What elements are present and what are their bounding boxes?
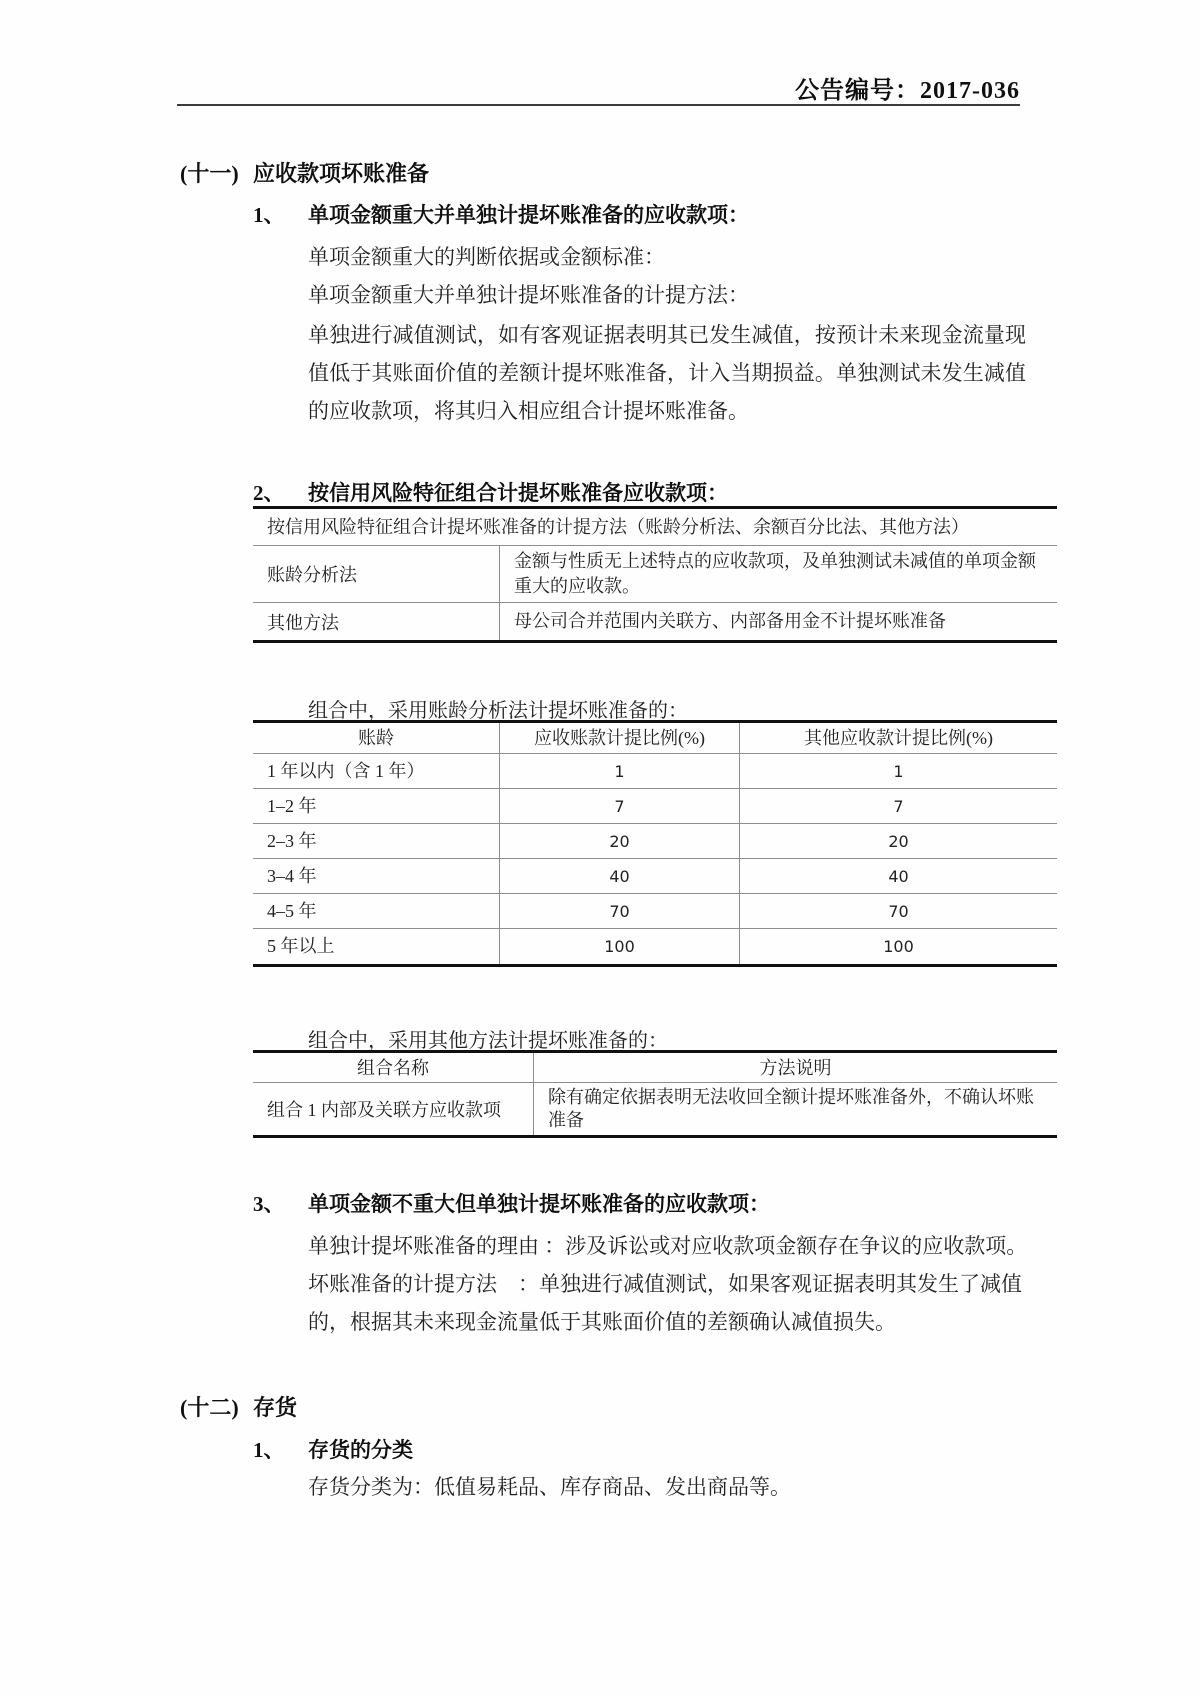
method-desc-cell: 母公司合并范围内关联方、内部备用金不计提坏账准备 — [514, 611, 946, 631]
age-cell: 1–2 年 — [253, 789, 500, 823]
item-1-heading — [253, 199, 749, 229]
aging-row — [253, 929, 1057, 964]
age-cell: 5 年以上 — [253, 929, 500, 964]
section-11-title: 应收款项坏账准备 — [253, 161, 430, 186]
aging-row — [253, 894, 1057, 929]
item-2-number: 2、 — [253, 481, 285, 505]
item-3-heading — [253, 1188, 770, 1218]
item-1-method-line: 单项金额重大并单独计提坏账准备的计提方法： — [308, 283, 749, 307]
other-ratio-cell: 100 — [883, 937, 914, 956]
item-3-reason-line: 单独计提坏账准备的理由 ：涉及诉讼或对应收款项金额存在争议的应收款项。 — [308, 1234, 1028, 1258]
inventory-item-number: 1、 — [253, 1438, 285, 1462]
item-1-number: 1、 — [253, 203, 285, 227]
other-ratio-cell: 1 — [893, 762, 904, 781]
receivable-ratio-cell: 20 — [500, 824, 740, 858]
table-row — [253, 1083, 1057, 1135]
aging-row — [253, 824, 1057, 859]
aging-row — [253, 789, 1057, 824]
item-2-title: 按信用风险特征组合计提坏账准备应收款项： — [308, 481, 728, 505]
receivable-ratio-cell: 1 — [500, 754, 740, 788]
other-ratio-cell: 7 — [893, 797, 904, 816]
section-12-label: (十二) — [180, 1395, 239, 1420]
aging-table-caption: 组合中，采用账龄分析法计提坏账准备的： — [308, 700, 688, 722]
method-name-cell: 其他方法 — [253, 603, 500, 640]
combo-desc-header: 方法说明 — [759, 1058, 832, 1078]
section-11-heading — [180, 157, 429, 188]
item-3-method-line-1: 坏账准备的计提方法 ：单独进行减值测试，如果客观证据表明其发生了减值 — [308, 1272, 1022, 1296]
header-rule — [177, 104, 1020, 106]
age-cell: 4–5 年 — [253, 894, 500, 928]
other-ratio-cell: 70 — [888, 902, 909, 921]
inventory-classification-line: 存货分类为：低值易耗品、库存商品、发出商品等。 — [308, 1475, 791, 1499]
item-1-title: 单项金额重大并单独计提坏账准备的应收款项： — [308, 203, 749, 227]
table-row — [253, 546, 1057, 603]
combo-desc-cell: 除有确定依据表明无法收回全额计提坏账准备外，不确认坏账准备 — [548, 1087, 1034, 1130]
item-3-method-line-2: 的，根据其未来现金流量低于其账面价值的差额确认减值损失。 — [308, 1310, 896, 1334]
method-name-cell: 账龄分析法 — [253, 546, 500, 602]
aging-col-receivable-header: 应收账款计提比例(%) — [500, 723, 740, 753]
combo-name-header: 组合名称 — [253, 1053, 534, 1082]
aging-table — [253, 720, 1057, 967]
item-3-number: 3、 — [253, 1192, 285, 1216]
other-method-table-caption: 组合中，采用其他方法计提坏账准备的： — [308, 1030, 668, 1052]
age-cell: 2–3 年 — [253, 824, 500, 858]
aging-col-other-header: 其他应收款计提比例(%) — [804, 728, 993, 748]
item-3-title: 单项金额不重大但单独计提坏账准备的应收款项： — [308, 1192, 770, 1216]
section-11-label: (十一) — [180, 161, 239, 186]
receivable-ratio-cell: 70 — [500, 894, 740, 928]
table-row — [253, 603, 1057, 640]
section-12-heading — [180, 1391, 297, 1422]
method-table — [253, 506, 1057, 643]
other-ratio-cell: 20 — [888, 832, 909, 851]
receivable-ratio-cell: 40 — [500, 859, 740, 893]
method-table-header-row: 按信用风险特征组合计提坏账准备的计提方法（账龄分析法、余额百分比法、其他方法） — [253, 509, 1057, 546]
inventory-item-title: 存货的分类 — [308, 1438, 413, 1462]
receivable-ratio-cell: 7 — [500, 789, 740, 823]
item-1-criteria-line: 单项金额重大的判断依据或金额标准： — [308, 245, 665, 269]
other-method-table — [253, 1050, 1057, 1138]
combo-name-cell: 组合 1 内部及关联方应收款项 — [253, 1083, 534, 1135]
item-2-heading — [253, 477, 728, 507]
age-cell: 1 年以内（含 1 年） — [253, 754, 500, 788]
age-cell: 3–4 年 — [253, 859, 500, 893]
aging-row — [253, 859, 1057, 894]
item-1-paragraph: 单独进行减值测试，如有客观证据表明其已发生减值，按预计未来现金流量现值低于其账面价值的差额计提坏账准备，计入当期损益。单独测试未发生减值的应收款项，将其归入相应组合计提坏账准备。 — [308, 323, 1026, 423]
aging-col-age-header: 账龄 — [253, 723, 500, 753]
aging-row — [253, 754, 1057, 789]
other-table-header-row — [253, 1053, 1057, 1083]
receivable-ratio-cell: 100 — [500, 929, 740, 964]
section-12-title: 存货 — [253, 1395, 298, 1420]
other-ratio-cell: 40 — [888, 867, 909, 886]
aging-header-row — [253, 723, 1057, 754]
inventory-item-heading — [253, 1434, 413, 1464]
method-desc-cell: 金额与性质无上述特点的应收款项，及单独测试未减值的单项金额重大的应收款。 — [514, 551, 1036, 596]
announcement-number: 公告编号：2017-036 — [795, 78, 1020, 104]
